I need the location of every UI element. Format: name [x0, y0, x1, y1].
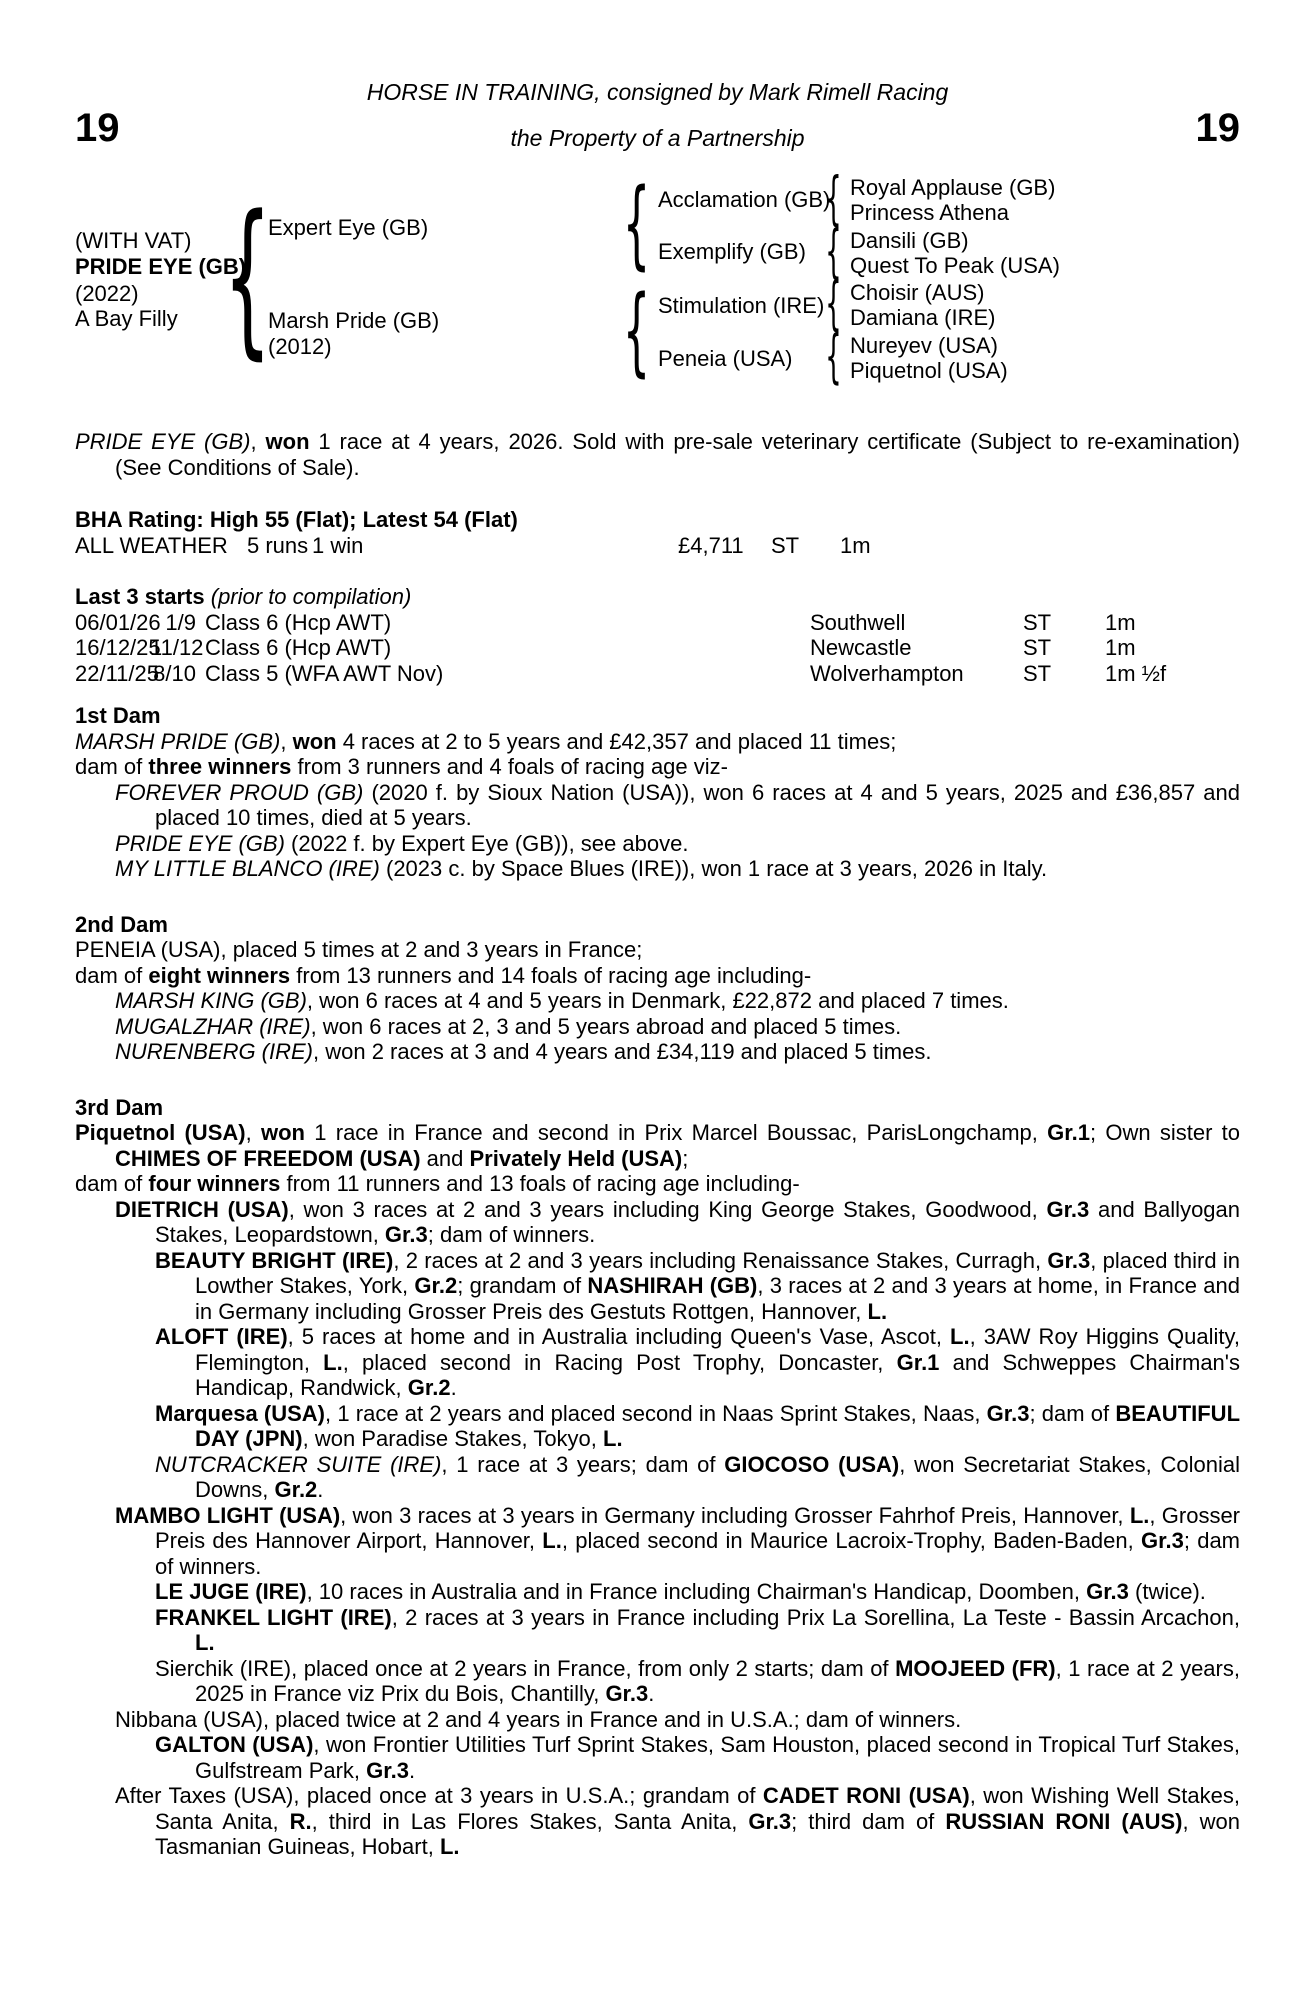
text-run: FRANKEL LIGHT (IRE)	[155, 1604, 392, 1630]
wins-count: 1 win	[312, 532, 364, 558]
text-run: Nibbana (USA), placed twice at 2 and 4 years in France and in U.S.A.; dam of winners.	[115, 1706, 962, 1732]
text-run: MARSH KING (GB)	[115, 988, 307, 1013]
text-run: GIOCOSO (USA)	[724, 1451, 900, 1477]
dam-name: Marsh Pride (GB)	[268, 308, 440, 333]
text-run: ,	[250, 429, 266, 454]
horse-name: PRIDE EYE (GB)	[75, 254, 247, 279]
text-run: L.	[195, 1630, 215, 1655]
text-run: Gr.3	[605, 1681, 649, 1706]
text-run: BEAUTY BRIGHT (IRE)	[155, 1247, 394, 1273]
text-run: Sierchik (IRE), placed once at 2 years in France, from only 2 starts; dam of	[155, 1655, 896, 1681]
text-run: , third in Las Flores Stakes, Santa Anita,	[311, 1808, 749, 1834]
text-run: MAMBO LIGHT (USA)	[115, 1502, 341, 1528]
bha-rating-line: BHA Rating: High 55 (Flat); Latest 54 (Flat)	[75, 507, 518, 532]
text-run: R.	[289, 1808, 312, 1834]
pedigree-paragraph	[115, 831, 1240, 857]
sire-name: Expert Eye (GB)	[268, 215, 429, 240]
text-run: three winners	[148, 754, 292, 779]
text-run: (twice).	[1128, 1579, 1206, 1604]
text-run: , 2 races at 3 years in France including Prix La Sorellina, La Teste - Bassin Arcachon,	[391, 1604, 1240, 1630]
text-run: Gr.3	[384, 1222, 428, 1247]
text-run: ; dam of winners.	[155, 1528, 1241, 1579]
text-run: Gr.3	[1047, 1247, 1091, 1273]
pedigree-paragraph	[115, 1014, 1240, 1040]
start-dist: 1m ½f	[1105, 660, 1167, 686]
pedigree-paragraph	[115, 988, 1240, 1014]
grandsire-2: Stimulation (IRE)	[658, 293, 825, 318]
text-run: Marquesa (USA)	[155, 1400, 326, 1426]
pedigree-brace: {	[824, 163, 842, 232]
start-dist: 1m	[1105, 609, 1136, 635]
pedigree-brace: {	[222, 178, 272, 375]
text-run: .	[648, 1681, 655, 1706]
pedigree-paragraph	[115, 1197, 1240, 1248]
foaling-year: (2022)	[75, 281, 139, 306]
pedigree-paragraph	[75, 1120, 1240, 1171]
start-course: Southwell	[810, 609, 906, 635]
start-row	[75, 610, 1240, 636]
pedigree-paragraph	[155, 1401, 1240, 1452]
consignor-line: HORSE IN TRAINING, consigned by Mark Rimell Racing	[366, 79, 949, 105]
start-course: Newcastle	[810, 635, 912, 660]
earnings-value: £4,711	[678, 532, 744, 558]
text-run: Privately Held (USA)	[469, 1145, 683, 1171]
grandsire-1: Acclamation (GB)	[658, 187, 831, 212]
start-race: Class 6 (Hcp AWT)	[205, 609, 392, 635]
text-run: , won Tasmanian Guineas, Hobart,	[155, 1808, 1240, 1859]
pedigree-paragraph	[75, 729, 1240, 755]
text-run: , placed third in Lowther Stakes, York,	[195, 1247, 1240, 1298]
dam-section	[75, 1095, 1240, 1860]
start-pos: 1/9	[165, 609, 196, 635]
start-pos: 11/12	[150, 635, 204, 660]
property-line: the Property of a Partnership	[510, 125, 805, 151]
text-run: , placed second in Maurice Lacroix-Trophy, Baden-Baden,	[561, 1528, 1142, 1553]
start-pos: 8/10	[153, 660, 196, 686]
ggp-3: Dansili (GB)	[850, 228, 969, 253]
text-run: MUGALZHAR (IRE)	[115, 1013, 311, 1039]
text-run: NUTCRACKER SUITE (IRE)	[155, 1451, 442, 1477]
pedigree-brace: {	[623, 167, 651, 280]
pedigree-brace: {	[623, 274, 651, 387]
horse-description: A Bay Filly	[75, 306, 178, 331]
vat-note: (WITH VAT)	[75, 228, 192, 253]
text-run: FOREVER PROUD (GB)	[115, 779, 364, 805]
start-code: ST	[1023, 609, 1052, 635]
pedigree-paragraph	[115, 1783, 1240, 1860]
text-run: dam of	[75, 1171, 149, 1196]
start-row	[75, 635, 1240, 661]
rating-block	[75, 507, 1240, 558]
start-code: ST	[1023, 635, 1052, 660]
pedigree-paragraph	[115, 780, 1240, 831]
pedigree-paragraph	[155, 1732, 1240, 1783]
pedigree-paragraph	[155, 1605, 1240, 1656]
ggp-2: Princess Athena	[850, 200, 1009, 225]
dam-section	[75, 912, 1240, 1065]
text-run: ; grandam of	[457, 1273, 588, 1298]
text-run: Last 3 starts	[75, 584, 205, 609]
start-code: ST	[1023, 660, 1052, 686]
text-run: L.	[603, 1426, 623, 1451]
text-run: 1 race in France and second in Prix Marcel Boussac, ParisLongchamp,	[304, 1120, 1048, 1145]
text-run: , won 3 races at 2 and 3 years including King George Stakes, Goodwood,	[288, 1196, 1047, 1222]
text-run: , won Paradise Stakes, Tokyo,	[302, 1426, 604, 1451]
text-run: .	[450, 1375, 457, 1400]
text-run: L.	[867, 1298, 888, 1324]
text-run: Gr.3	[366, 1757, 409, 1783]
text-run: from 3 runners and 4 foals of racing age viz-	[291, 754, 728, 779]
race-summary-row	[75, 533, 1240, 559]
text-run: , 1 race at 2 years and placed second in Naas Sprint Stakes, Naas,	[325, 1400, 987, 1426]
text-run: , won 3 races at 3 years in Germany including Grosser Fahrhof Preis, Hannover,	[340, 1502, 1130, 1528]
lot-number-left: 19	[75, 106, 120, 150]
text-run: .	[317, 1477, 324, 1502]
pedigree-paragraph	[155, 1452, 1240, 1503]
ggp-7: Nureyev (USA)	[850, 333, 998, 358]
text-run: Gr.1	[896, 1349, 940, 1375]
text-run: , placed second in Racing Post Trophy, Doncaster,	[342, 1349, 897, 1375]
text-run: CADET RONI (USA)	[762, 1783, 970, 1808]
text-run: , Grosser Preis des Hannover Airport, Hannover,	[155, 1502, 1241, 1553]
start-date: 22/11/25	[75, 660, 160, 686]
text-run: 4 races at 2 to 5 years and £42,357 and placed 11 times;	[336, 728, 897, 754]
surface-label: ALL WEATHER	[75, 532, 228, 558]
runs-count: 5 runs	[247, 532, 309, 558]
going-code: ST	[771, 532, 800, 558]
text-run: PRIDE EYE (GB)	[115, 830, 285, 856]
start-race: Class 5 (WFA AWT Nov)	[205, 660, 444, 686]
distance-value: 1m	[840, 532, 871, 558]
text-run: ; dam of	[1029, 1400, 1116, 1426]
ggp-5: Choisir (AUS)	[850, 280, 985, 305]
pedigree-paragraph	[75, 1171, 1240, 1197]
text-run: LE JUGE (IRE)	[155, 1579, 307, 1604]
pedigree-brace: {	[824, 216, 842, 285]
text-run: 1 race at 4 years, 2026. Sold with pre-sale veterinary certificate (Subject to re-examination) (See Conditions of Sale).	[115, 429, 1240, 480]
pedigree-paragraph	[115, 1039, 1240, 1065]
section-heading: 1st Dam	[75, 703, 161, 728]
text-run: DIETRICH (USA)	[115, 1196, 289, 1222]
granddam-2: Peneia (USA)	[658, 346, 793, 371]
intro-paragraph	[75, 429, 1240, 480]
text-run: (2023 c. by Space Blues (IRE)), won 1 race at 3 years, 2026 in Italy.	[379, 856, 1048, 881]
text-run: L.	[542, 1528, 562, 1553]
pedigree-paragraph	[75, 937, 1240, 963]
last-starts-rows	[75, 610, 1240, 687]
text-run: , 10 races in Australia and in France including Chairman's Handicap, Doomben,	[306, 1579, 1087, 1604]
pedigree-paragraph	[115, 1707, 1240, 1733]
text-run: Gr.3	[986, 1400, 1030, 1426]
text-run: , 1 race at 3 years; dam of	[441, 1451, 725, 1477]
text-run: MOOJEED (FR)	[895, 1655, 1056, 1681]
text-run: , 2 races at 2 and 3 years including Renaissance Stakes, Curragh,	[393, 1247, 1048, 1273]
text-run: , won 6 races at 2, 3 and 5 years abroad and placed 5 times.	[310, 1013, 902, 1039]
text-run: ,	[245, 1120, 261, 1145]
text-run: ; dam of winners.	[427, 1222, 596, 1247]
text-run: ; third dam of	[791, 1808, 946, 1834]
text-run: L.	[439, 1834, 460, 1859]
granddam-1: Exemplify (GB)	[658, 239, 806, 264]
text-run: from 13 runners and 14 foals of racing age including-	[290, 962, 812, 988]
text-run: Gr.1	[1047, 1120, 1090, 1145]
pedigree-paragraph	[155, 1248, 1240, 1325]
text-run: Gr.3	[748, 1808, 792, 1834]
text-run: , won Wishing Well Stakes, Santa Anita,	[155, 1783, 1240, 1834]
text-run: L.	[1129, 1502, 1150, 1528]
text-run: PRIDE EYE (GB)	[75, 429, 251, 454]
start-date: 06/01/26	[75, 609, 161, 635]
text-run: , 3AW Roy Higgins Quality, Flemington,	[195, 1324, 1241, 1375]
text-run: four winners	[148, 1171, 281, 1196]
text-run: and Schweppes Chairman's Handicap, Randwick,	[195, 1349, 1240, 1400]
start-dist: 1m	[1105, 635, 1136, 660]
text-run: Gr.2	[407, 1375, 451, 1400]
text-run: NURENBERG (IRE)	[115, 1039, 314, 1064]
pedigree-paragraph	[115, 856, 1240, 882]
pedigree-brace: {	[824, 268, 842, 337]
text-run: , won Frontier Utilities Turf Sprint Stakes, Sam Houston, placed second in Tropical Turf Stakes, Gulfstream Park,	[195, 1732, 1241, 1783]
pedigree-paragraph	[75, 963, 1240, 989]
start-race: Class 6 (Hcp AWT)	[205, 635, 392, 660]
text-run: MARSH PRIDE (GB)	[75, 728, 281, 754]
text-run: GALTON (USA)	[155, 1732, 314, 1757]
text-run: eight winners	[148, 962, 291, 988]
start-row	[75, 661, 1240, 687]
text-run: .	[408, 1757, 416, 1783]
pedigree-paragraph	[155, 1324, 1240, 1401]
text-run: , 5 races at home and in Australia including Queen's Vase, Ascot,	[287, 1324, 951, 1349]
text-run: , won 2 races at 3 and 4 years and £34,119 and placed 5 times.	[313, 1039, 932, 1064]
text-run: BEAUTIFUL DAY (JPN)	[195, 1400, 1241, 1451]
text-run: dam of	[75, 754, 149, 779]
text-run: , won 6 races at 4 and 5 years in Denmark, £22,872 and placed 7 times.	[306, 988, 1009, 1013]
text-run: After Taxes (USA), placed once at 3 years in U.S.A.; grandam of	[115, 1783, 763, 1808]
lot-number-right: 19	[1195, 106, 1240, 150]
text-run: Gr.3	[1046, 1196, 1090, 1222]
text-run: Piquetnol (USA)	[75, 1120, 246, 1145]
ggp-4: Quest To Peak (USA)	[850, 253, 1060, 278]
text-run: Gr.3	[1086, 1579, 1129, 1604]
dam-sections	[75, 703, 1240, 1860]
text-run: and Ballyogan Stakes, Leopardstown,	[155, 1196, 1241, 1247]
start-course: Wolverhampton	[810, 660, 964, 686]
pedigree-paragraph	[115, 1503, 1240, 1580]
dam-year: (2012)	[268, 334, 332, 359]
text-run: NASHIRAH (GB)	[587, 1273, 758, 1298]
text-run: CHIMES OF FREEDOM (USA)	[115, 1145, 421, 1171]
text-run: , 1 race at 2 years, 2025 in France viz Prix du Bois, Chantilly,	[195, 1655, 1240, 1706]
text-run: (2020 f. by Sioux Nation (USA)), won 6 races at 4 and 5 years, 2025 and £36,857 and placed 10 times, died at 5 years.	[155, 779, 1240, 830]
pedigree-paragraph	[75, 754, 1240, 780]
ggp-8: Piquetnol (USA)	[850, 358, 1008, 383]
text-run: Gr.2	[274, 1477, 318, 1502]
text-run: dam of	[75, 962, 149, 988]
pedigree-brace: {	[824, 321, 842, 390]
start-date: 16/12/25	[75, 635, 161, 660]
last-starts-heading	[75, 584, 1240, 610]
text-run: won	[292, 728, 337, 754]
text-run: , 3 races at 2 and 3 years at home, in France and in Germany including Grosser Preis des Gestuts Rottgen, Hannover,	[195, 1273, 1240, 1324]
section-heading: 2nd Dam	[75, 911, 168, 937]
ggp-1: Royal Applause (GB)	[850, 175, 1056, 200]
text-run: won	[265, 429, 310, 454]
text-run: RUSSIAN RONI (AUS)	[945, 1808, 1183, 1834]
text-run: Gr.3	[1141, 1528, 1184, 1553]
text-run: from 11 runners and 13 foals of racing age including-	[280, 1171, 800, 1196]
section-heading: 3rd Dam	[75, 1094, 164, 1120]
text-run: won	[260, 1120, 305, 1145]
text-run: ALOFT (IRE)	[155, 1324, 288, 1349]
text-run: ,	[280, 728, 293, 754]
text-run: L.	[323, 1349, 343, 1375]
text-run: ; Own sister to	[1089, 1120, 1241, 1145]
text-run: ;	[682, 1145, 689, 1171]
text-run: (prior to compilation)	[210, 584, 412, 609]
text-run: Gr.2	[414, 1273, 458, 1298]
pedigree-paragraph	[155, 1656, 1240, 1707]
text-run: (2022 f. by Expert Eye (GB)), see above.	[284, 830, 689, 856]
intro-block	[75, 429, 1240, 480]
pedigree-paragraph	[155, 1579, 1240, 1605]
dam-section	[75, 703, 1240, 882]
last-starts-block	[75, 584, 1240, 686]
text-run: L.	[950, 1324, 970, 1349]
text-run: PENEIA (USA), placed 5 times at 2 and 3 years in France;	[75, 937, 643, 962]
ggp-6: Damiana (IRE)	[850, 305, 996, 330]
text-run: , won Secretariat Stakes, Colonial Downs,	[195, 1451, 1240, 1502]
text-run: MY LITTLE BLANCO (IRE)	[115, 856, 380, 881]
text-run: and	[420, 1145, 470, 1171]
